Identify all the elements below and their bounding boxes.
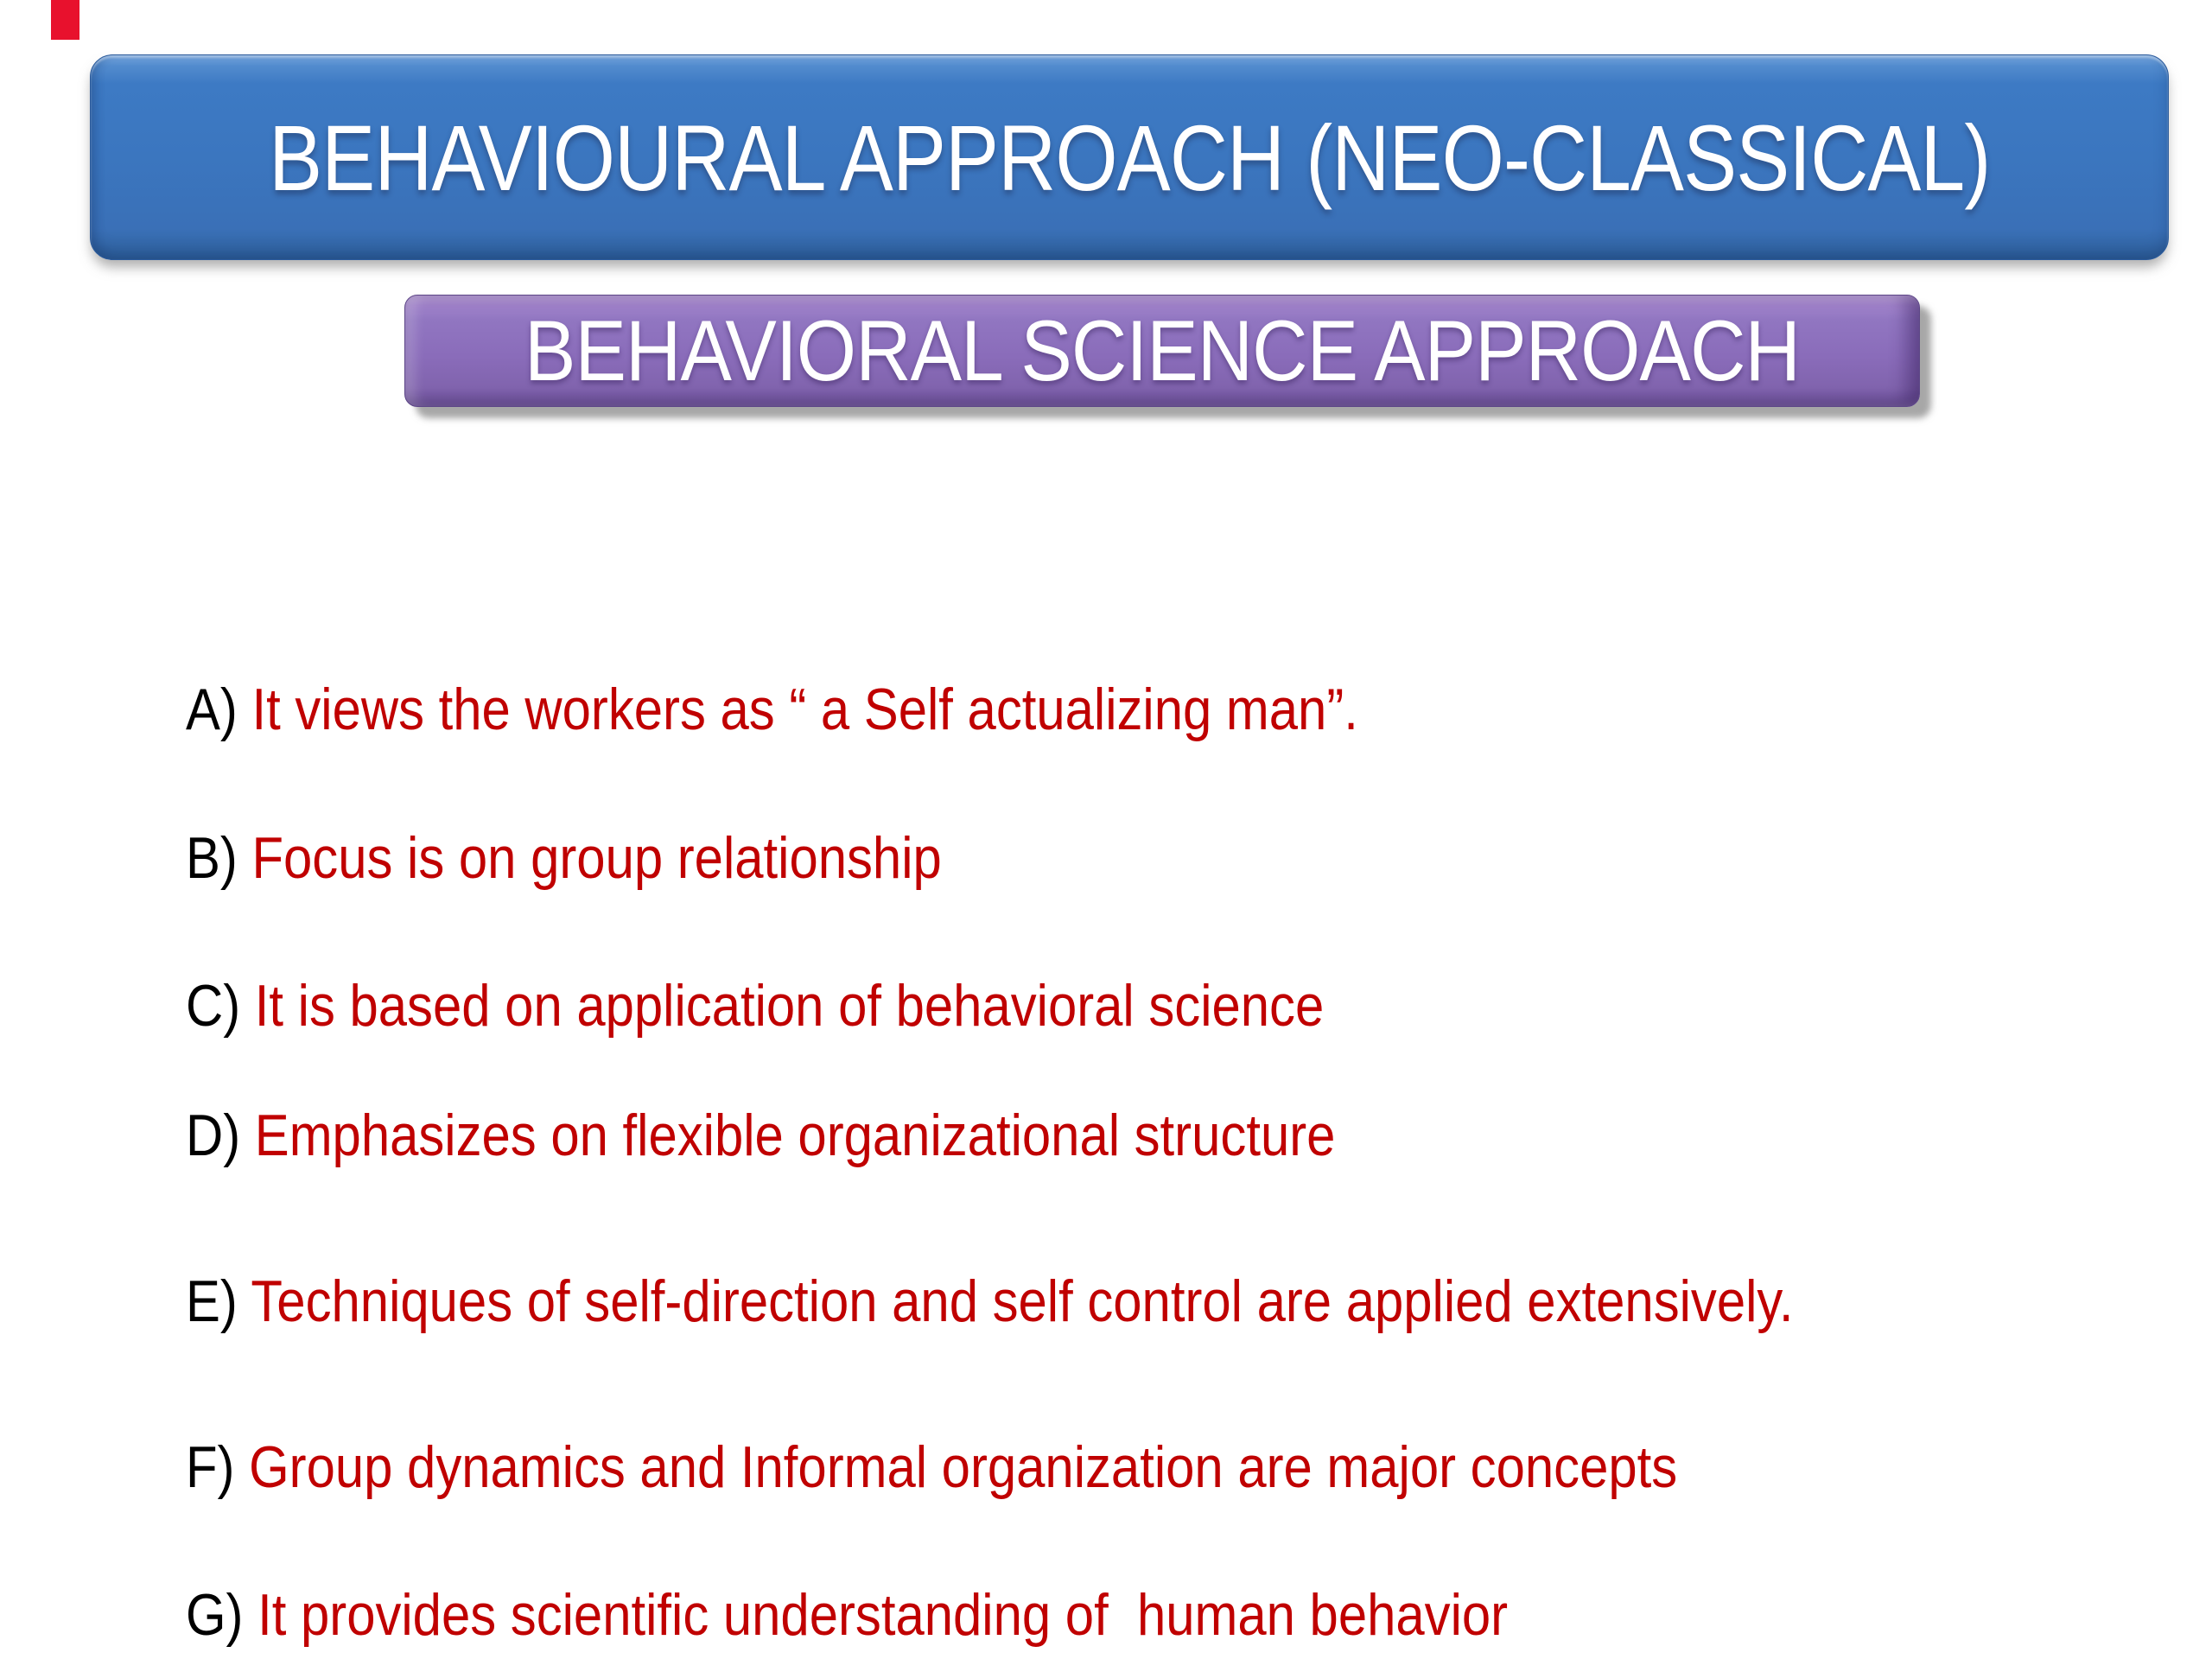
item-text: Techniques of self-direction and self control are applied extensively. <box>251 1268 1794 1334</box>
item-label: C) <box>186 973 256 1039</box>
item-text: It is based on application of behavioral science <box>255 973 1325 1039</box>
list-line <box>186 1579 1508 1652</box>
list-item <box>88 1505 1688 1659</box>
item-text: Emphasizes on flexible organizational structure <box>255 1103 1336 1168</box>
list-line <box>186 1099 1335 1173</box>
item-text: Group dynamics and Informal organization are major concepts <box>249 1434 1678 1500</box>
list-line <box>186 1431 1677 1504</box>
item-label: F) <box>186 1434 250 1500</box>
list-line <box>186 673 1358 747</box>
slide-title: BEHAVIOURAL APPROACH (NEO-CLASSICAL) <box>268 105 1991 210</box>
item-label: G) <box>186 1582 258 1648</box>
item-label: D) <box>186 1103 256 1168</box>
item-text: It provides scientific understanding of human behavior <box>257 1582 1509 1648</box>
item-label: E) <box>186 1268 251 1334</box>
item-text: It views the workers as “ a Self actualizing man”. <box>251 677 1359 742</box>
item-label: B) <box>186 825 252 891</box>
list-line <box>186 1265 1794 1338</box>
item-text: Focus is on group relationship <box>251 825 943 891</box>
item-label: A) <box>186 677 252 742</box>
slide-subtitle: BEHAVIORAL SCIENCE APPROACH <box>524 302 1800 398</box>
list-line <box>186 822 942 895</box>
